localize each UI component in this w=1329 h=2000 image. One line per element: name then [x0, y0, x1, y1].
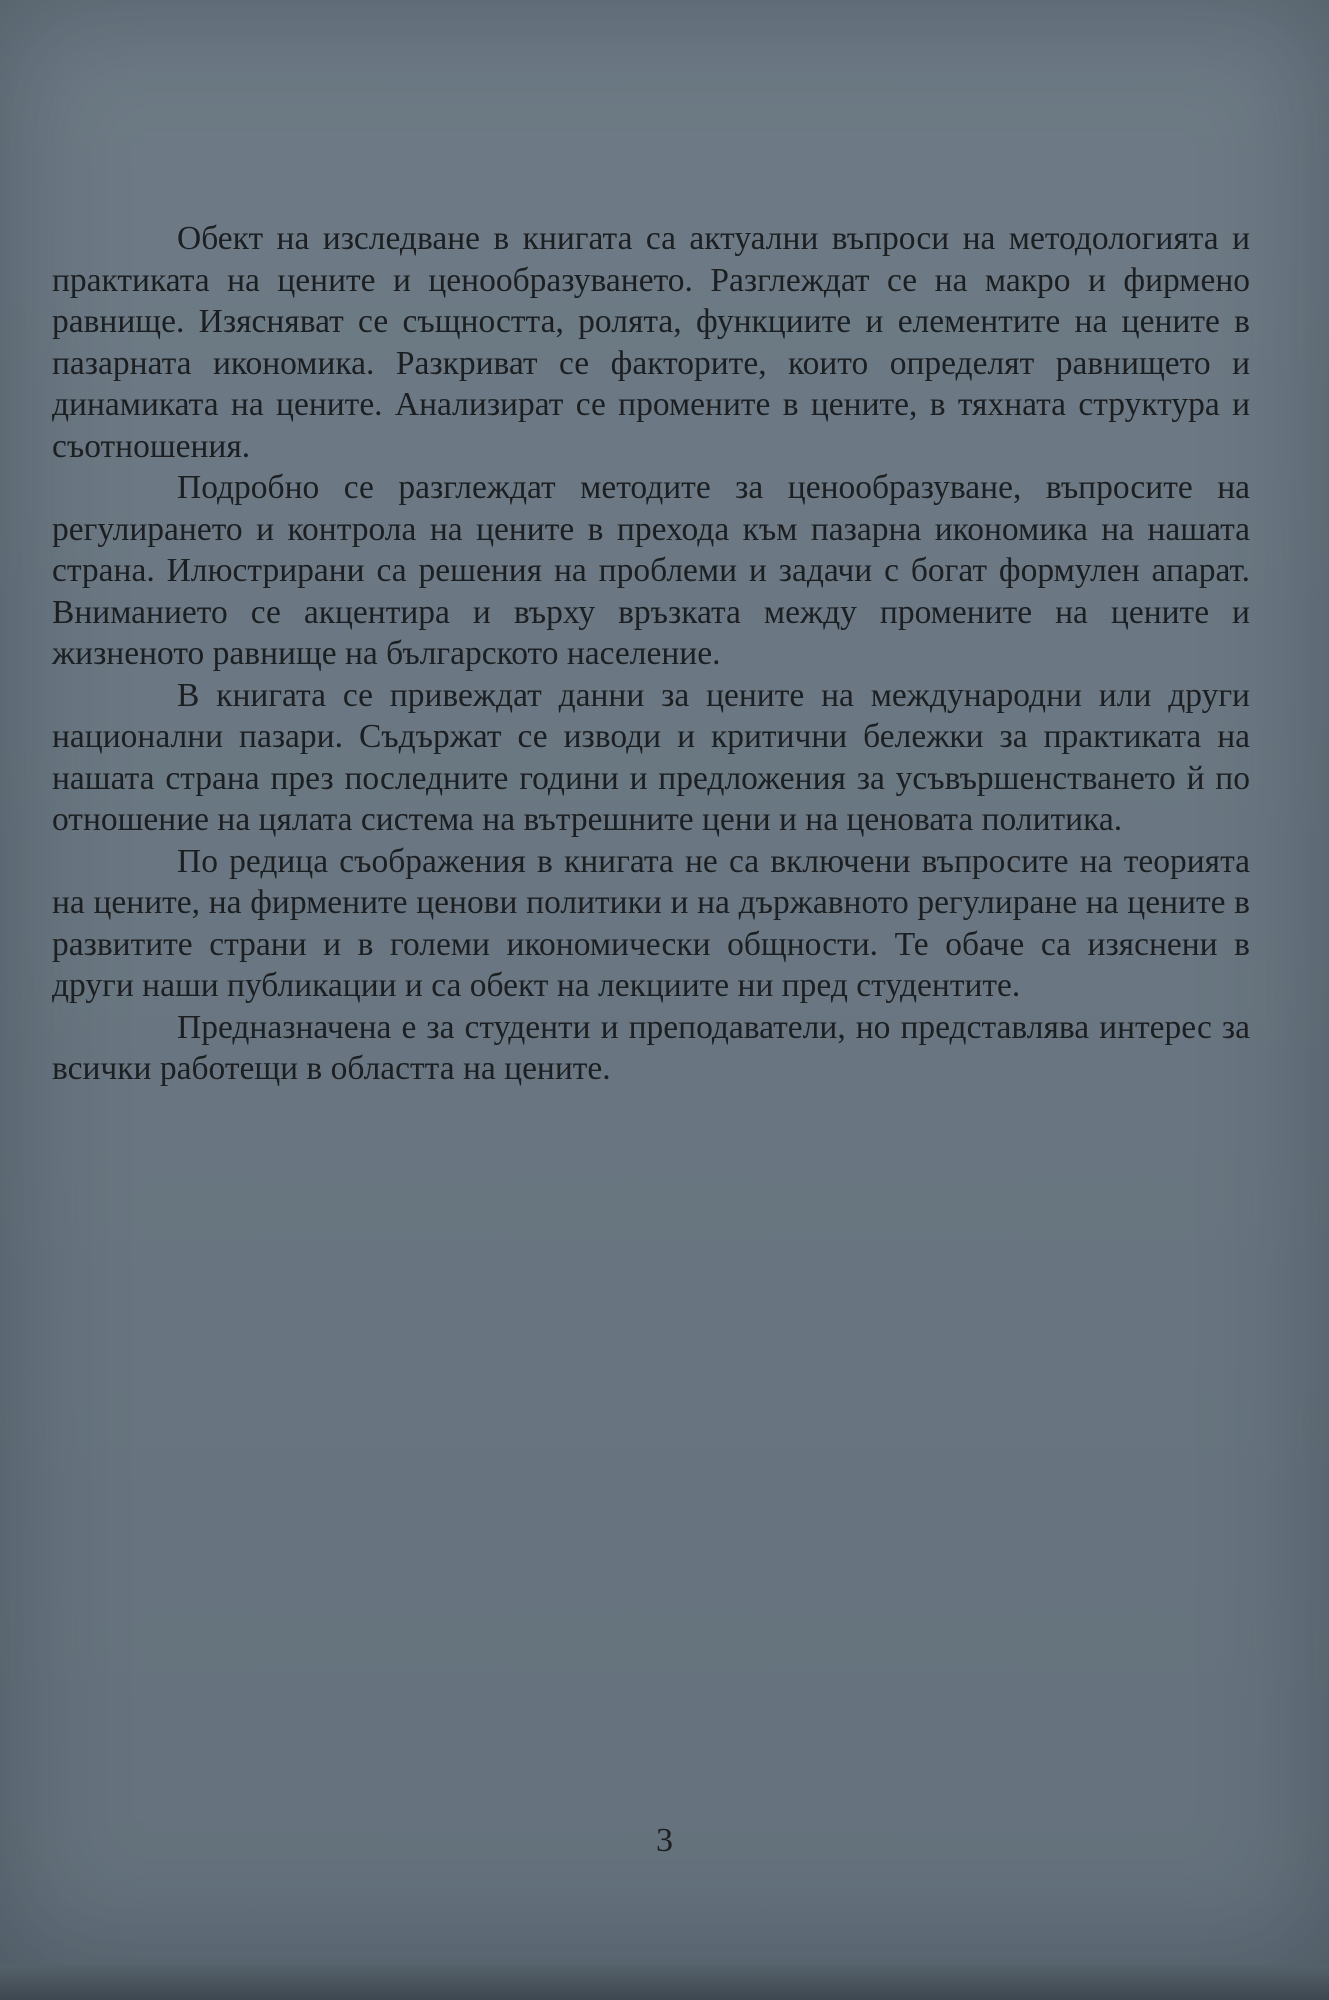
body-text — [52, 218, 1250, 1090]
paragraph: Подробно се разглеждат методите за ценообразуване, въпросите на регулирането и контрола на цените в прехода към пазарна икономика на нашата страна. Илюстрирани са решения на проблеми и задачи с богат формулен апарат. Вниманието се акцентира и върху връзката между промените на цените и жизненото равнище на българското население. — [52, 469, 1250, 672]
paragraph: По редица съображения в книгата не са включени въпросите на теорията на цените, на фирмените ценови политики и на държавното регулиране на цените в развитите страни и в големи икономически общности. Те обаче са изяснени в други наши публикации и са обект на лекциите ни пред студентите. — [52, 842, 1250, 1004]
page-edge-shadow — [0, 1965, 1329, 2000]
paragraph: Предназначена е за студенти и преподаватели, но представлява интерес за всички работещи в областта на цените. — [52, 1008, 1250, 1087]
paragraph: В книгата се привеждат данни за цените на международни или други национални пазари. Съдържат се изводи и критични бележки за практиката на нашата страна през последните години и предложения за усъвършенстването й по отношение на цялата система на вътрешните цени и на ценовата политика. — [52, 676, 1250, 838]
paragraph: Обект на изследване в книгата са актуални въпроси на методологията и практиката на цените и ценообразуването. Разглеждат се на макро и фирмено равнище. Изясняват се същността, ролята, функциите и елементите на цените в пазарната икономика. Разкриват се факторите, които определят равнището и динамиката на цените. Анализират се промените в цените, в тяхната структура и съотношения. — [52, 220, 1250, 465]
page-number: 3 — [656, 1822, 673, 1859]
